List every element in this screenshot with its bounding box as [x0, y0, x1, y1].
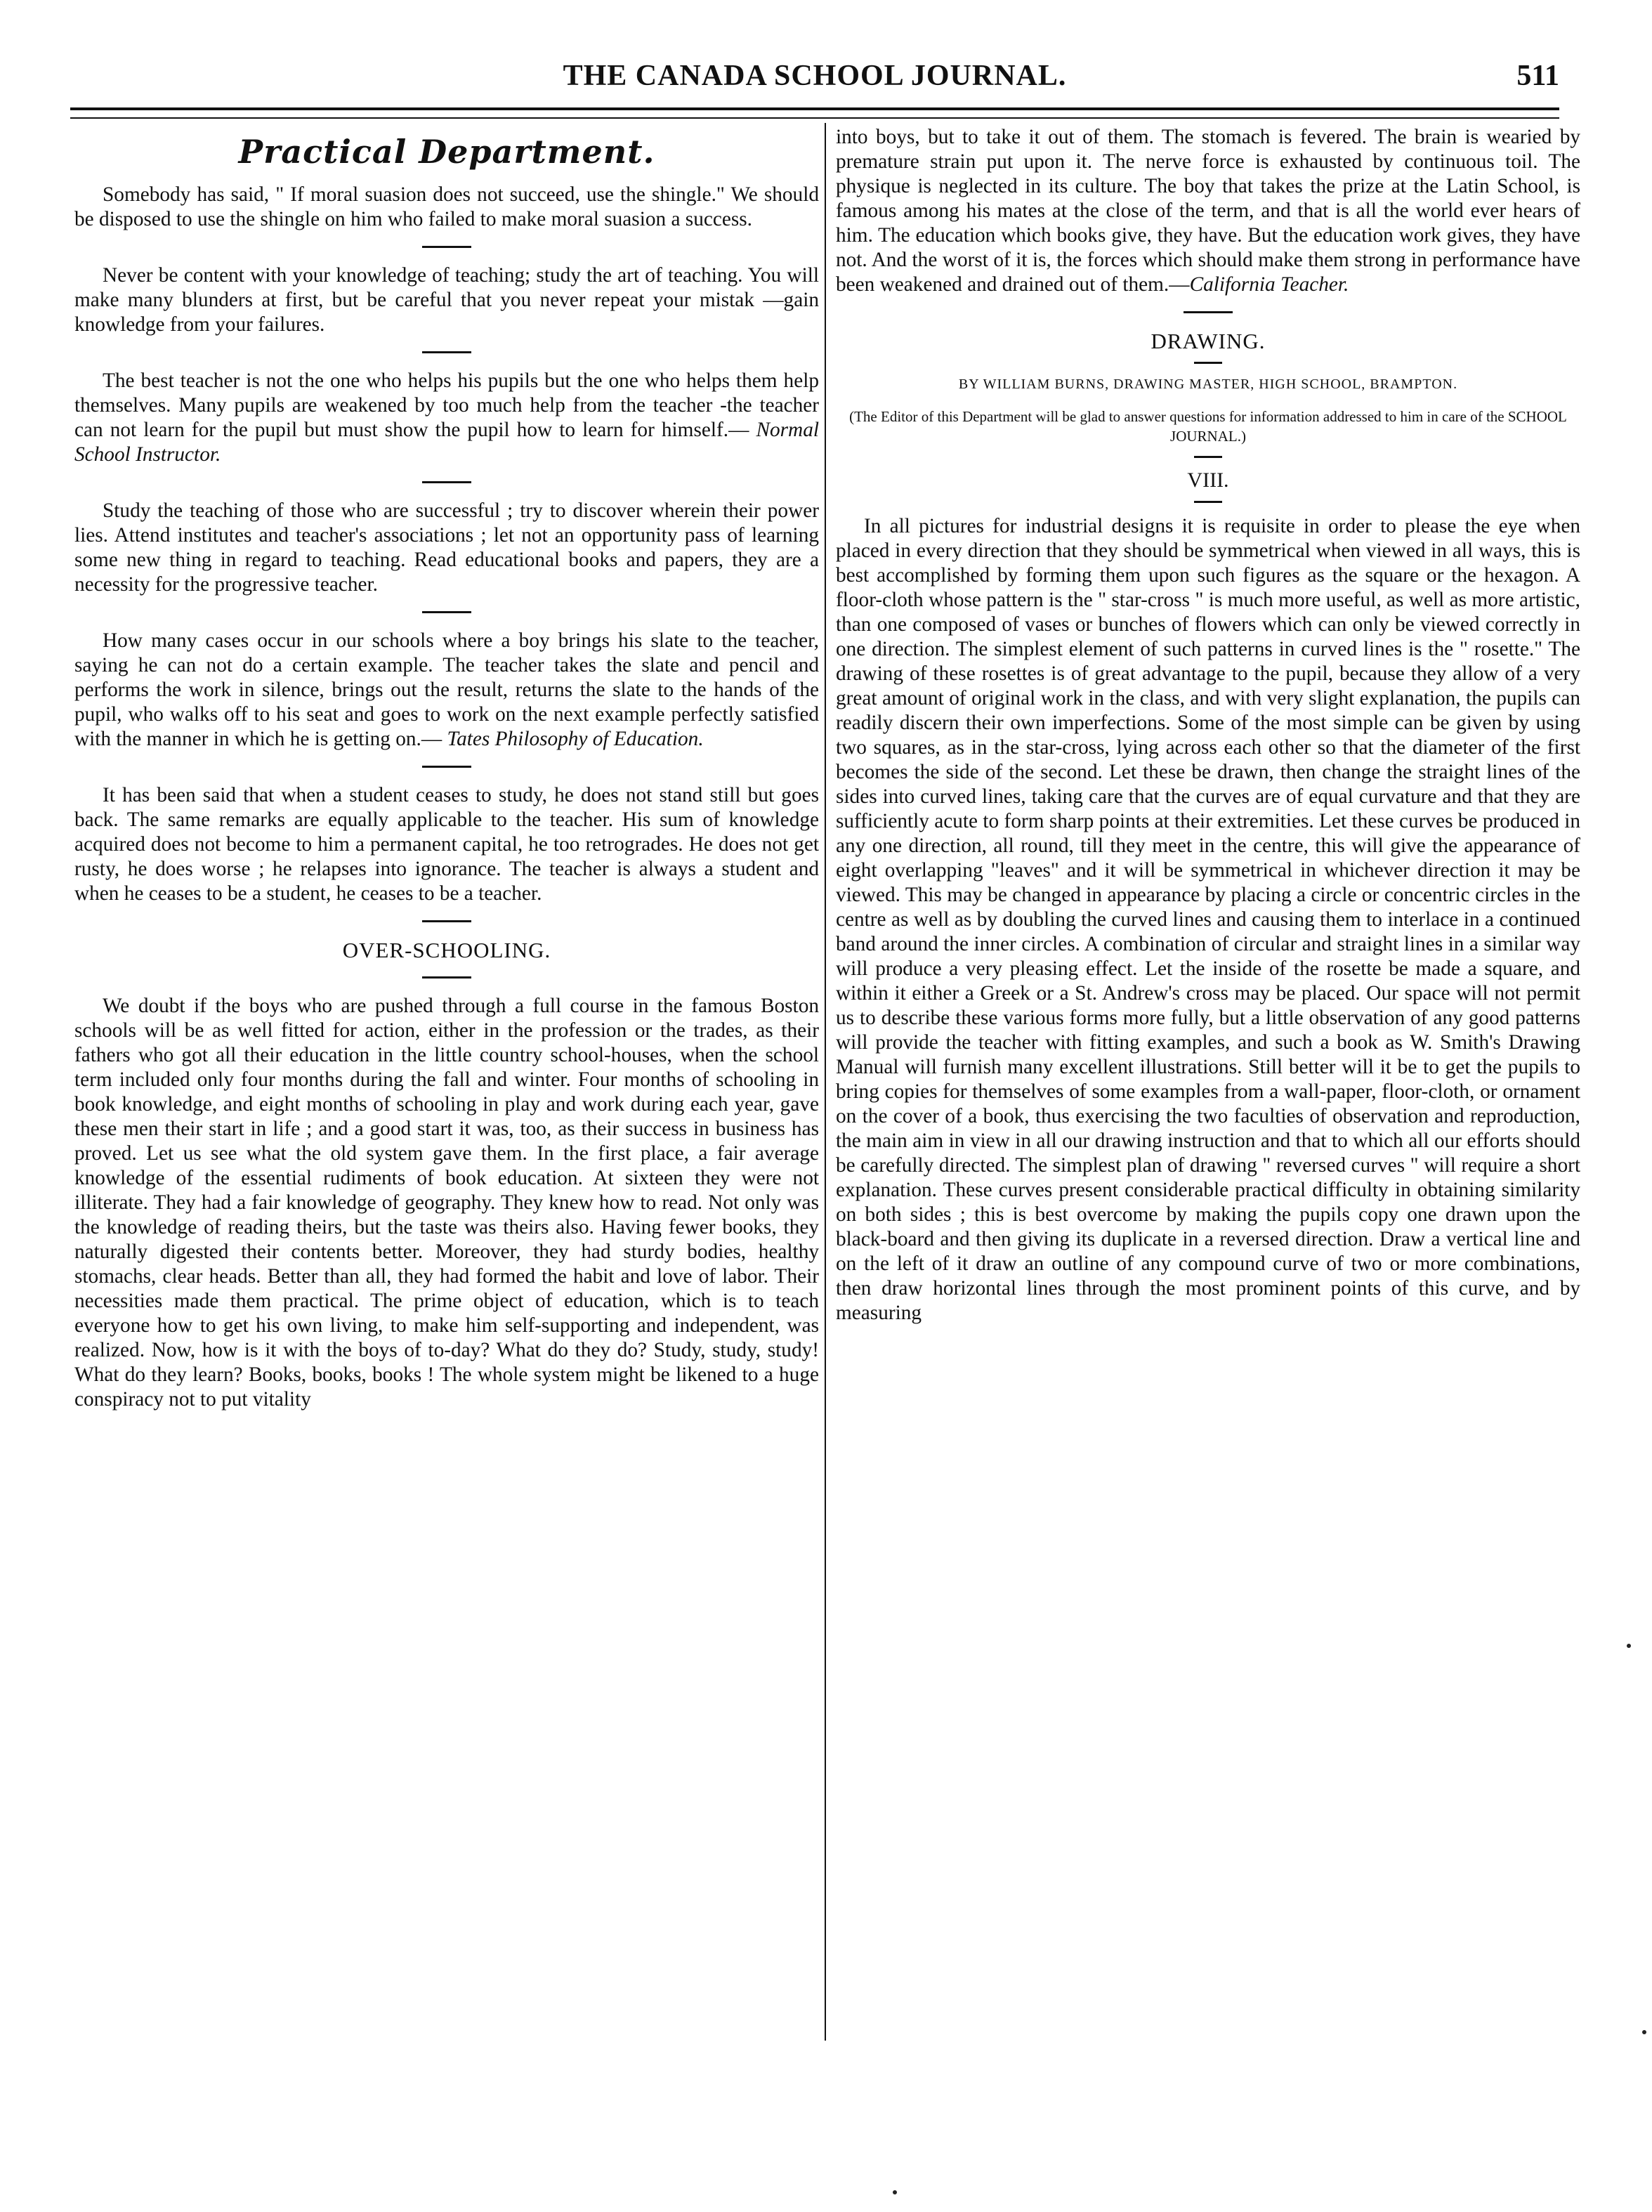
paragraph: We doubt if the boys who are pushed through a full course in the famous Boston schools will be as well fitted for action, either in the profession or the trades, as their fathers who got all their education in the little country school-houses, when the school term included only four months during the fall and winter. Four months of schooling in book knowledge, and eight months of schooling in play and work during each year, gave these men their start in life ; and a good start it was, too, as their success in business has proved. Let us see what the old system gave them. In the first place, a fair average knowledge of the essential rudiments of book education. At sixteen they were not illiterate. They had a fair knowledge of geography. They knew how to read. Not only was the knowledge of reading theirs, but the taste was theirs also. Having fewer books, they naturally digested their contents better. Moreover, they had sturdy bodies, healthy stomachs, clear heads. Better than all, they had formed the habit and love of labor. Their necessities made them practical. The prime object of education, which is to teach everyone how to get his own living, to make him self-supporting and independent, was realized. Now, how is it with the boys of to-day? What do they do? Study, study, study! What do they learn? Books, books, books ! The whole system might be likened to a huge conspiracy not to put vitality	[74, 995, 819, 1411]
paragraph-text: The best teacher is not the one who helps his pupils but the one who helps them help themselves. Many pupils are weakened by too much help from the teacher -the teacher can not learn for the pupil but must show the pupil how to learn for himself.—	[74, 369, 819, 441]
paragraph: Somebody has said, " If moral suasion does not succeed, use the shingle." We should be disposed to use the shingle on him who failed to make moral suasion a success.	[74, 183, 819, 230]
section-heading: DRAWING.	[1150, 329, 1266, 353]
paragraph-text: How many cases occur in our schools where a boy brings his slate to the teacher, saying he can not do a certain example. The teacher takes the slate and pencil and performs the work in silence, brings out the result, returns the slate to the hands of the pupil, who walks off to his seat and goes to work on the next example perfectly satisfied with the manner in which he is getting on.—	[74, 629, 819, 750]
print-speck	[1627, 1644, 1631, 1648]
separator	[1194, 362, 1222, 364]
separator	[422, 481, 471, 483]
paragraph	[74, 369, 819, 467]
paragraph	[836, 125, 1580, 297]
paragraph: It has been said that when a student ceases to study, he does not stand still but goes back. The same remarks are equally applicable to the teacher. His sum of knowledge acquired does not become to him a permanent capital, he too retrogrades. He does not get rusty, he does worse ; he relapses into ignorance. The teacher is always a student and when he ceases to be a student, he ceases to be a teacher.	[74, 784, 819, 905]
department-title: Practical Department.	[238, 133, 655, 171]
paragraph: In all pictures for industrial designs it is requisite in order to please the eye when placed in every direction that they should be symmetrical when viewed in all ways, this is best accomplished by forming them upon such figures as the square or the hexagon. A floor-cloth whose pattern is the " star-cross " is much more useful, as well as more artistic, than one composed of vases or bunches of flowers which can only be viewed correctly in one direction. The simplest element of such patterns in curved lines is the " rosette." The drawing of these rosettes is of great advantage to the pupil, because they allow of a very great amount of original work in the class, and with very slight explanation, the pupils can readily discern their own imperfections. Some of the most simple can be given by using two squares, as in the star-cross, lying across each other so that the diameter of the first becomes the side of the second. Let these be drawn, then change the straight lines of the sides into curved lines, taking care that the curves are of equal curvature and that they are sufficiently acute to form sharp points at their extremities. Let these curves be produced in any one direction, all round, till they meet in the centre, this will give the appearance of eight overlapping "leaves" and it will be symmetrical in whichever direction it may be viewed. This may be changed in appearance by placing a circle or concentric circles in the centre as well as by doubling the curved lines and causing them to interlace in a continued band around the inner circles. A combination of circular and straight lines in a similar way will produce a very pleasing effect. Let the inside of the rosette be made a square, and within it either a Greek or a St. Andrew's cross may be placed. Our space will not permit us to describe these various forms more fully, but a little observation of any good patterns will provide the teacher with fitting examples, and such a book as W. Smith's Drawing Manual will furnish many excellent illustrations. Still better will it be to get the pupils to bring copies for themselves of some examples from a wall-paper, floor-cloth, or ornament on the cover of a book, thus exercising the two faculties of observation and reproduction, the main aim in view in all our drawing instruction and that to which all our efforts should be carefully directed. The simplest plan of drawing " reversed curves " will require a short explanation. These curves present considerable practical difficulty in obtaining similarity on both sides ; this is best overcome by making the pupils copy one drawn upon the black-board and then giving its duplicate in a reversed direction. Draw a vertical line and on the left of it draw an outline of any compound curve of two or more combinations, then draw horizontal lines through the most prominent points of this curve, and by measuring	[836, 515, 1580, 1324]
separator	[422, 246, 471, 248]
print-speck	[1642, 2030, 1646, 2034]
right-column	[836, 125, 1580, 1326]
article-number: VIII.	[1187, 469, 1229, 492]
separator	[1194, 501, 1222, 503]
paragraph: Study the teaching of those who are successful ; try to discover wherein their power lies. Attend institutes and teacher's associations ; let not an opportunity pass of learning some new thing in regard to teaching. Read educational books and papers, they are a necessity for the progressive teacher.	[74, 499, 819, 596]
journal-title: THE CANADA SCHOOL JOURNAL.	[563, 60, 1067, 92]
separator	[1194, 456, 1222, 458]
paragraph-text: into boys, but to take it out of them. The stomach is fevered. The brain is wearied by premature strain put upon it. The nerve force is exhausted by continuous toil. The physique is neglected in its culture. The boy that takes the prize at the Latin School, is famous among his mates at the close of the term, and that is all the world ever hears of him. The education which books give, they have. But the education work gives, they have not. And the worst of it is, the forces which should make them strong in performance have been weakened and drained out of them.—	[836, 126, 1580, 296]
page-number: 511	[1516, 60, 1559, 92]
separator	[422, 976, 471, 979]
byline: BY WILLIAM BURNS, DRAWING MASTER, HIGH SCHOOL, BRAMPTON.	[958, 377, 1458, 392]
paragraph	[74, 629, 819, 752]
print-speck	[893, 2190, 897, 2194]
separator	[422, 611, 471, 613]
left-column	[74, 125, 819, 1412]
source-citation: Tates Philosophy of Education.	[447, 728, 704, 750]
header-rule	[70, 107, 1559, 119]
running-head	[70, 59, 1559, 101]
source-citation: California Teacher.	[1189, 273, 1349, 296]
separator	[422, 920, 471, 922]
paragraph: Never be content with your knowledge of teaching; study the art of teaching. You will make many blunders at first, but be careful that you never repeat your mistak —gain knowledge from your failures.	[74, 264, 819, 336]
separator	[422, 351, 471, 353]
editor-note: (The Editor of this Department will be glad to answer questions for information addressed to him in care of the SCHOOL JOURNAL.)	[849, 408, 1567, 445]
separator	[422, 766, 471, 768]
source-citation: Normal School Instructor.	[74, 419, 819, 466]
column-divider	[825, 123, 826, 2041]
separator	[1184, 311, 1233, 313]
section-heading: OVER-SCHOOLING.	[342, 938, 551, 962]
